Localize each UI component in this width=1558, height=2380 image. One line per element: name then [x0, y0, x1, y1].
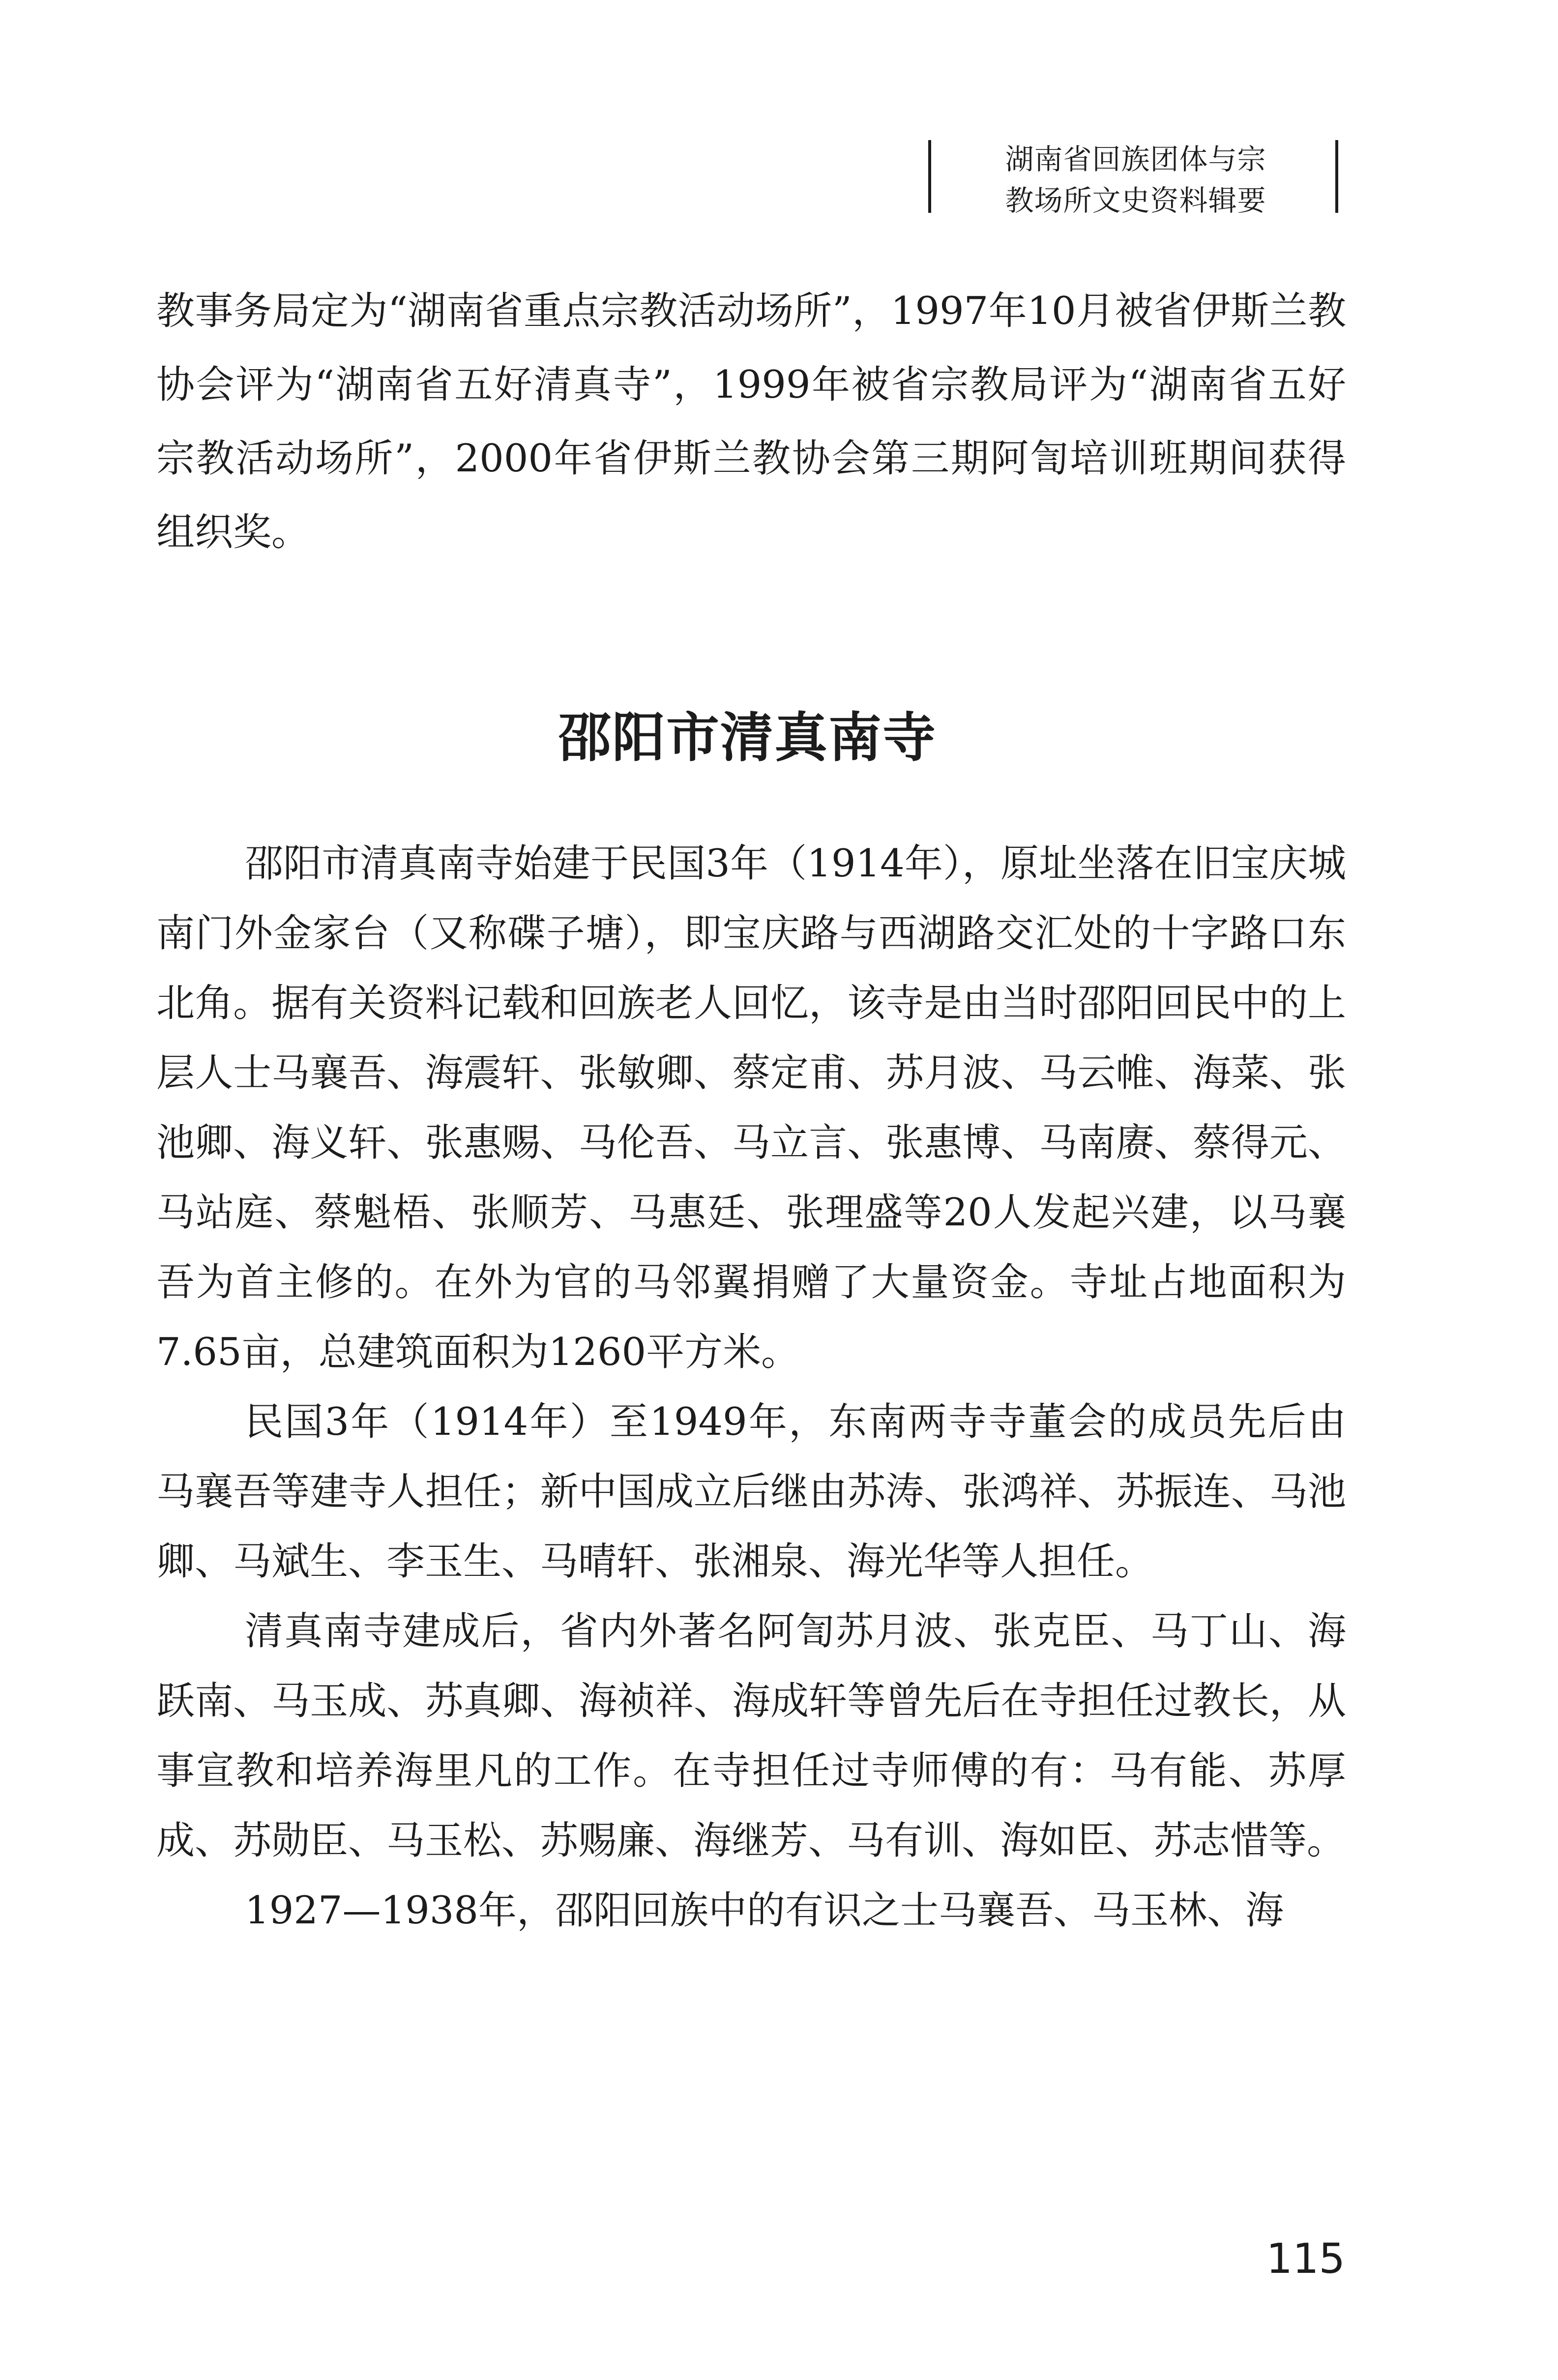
running-header — [946, 139, 1325, 221]
header-rule-left — [928, 140, 931, 213]
body-paragraph: 1927—1938年，邵阳回族中的有识之士马襄吾、马玉林、海 — [245, 1888, 1284, 1933]
running-header-line-1: 湖南省回族团体与宗 — [1005, 143, 1266, 176]
body-paragraph: 清真南寺建成后，省内外著名阿訇苏月波、张克臣、马丁山、海跃南、马玉成、苏真卿、海祯祥、海成轩等曾先后在寺担任过教长，从事宣教和培养海里凡的工作。在寺担任过寺师傅的有：马有能、苏厚成、苏勋臣、马玉松、苏赐廉、海继芳、马有训、海如臣、苏志惜等。 — [156, 1609, 1346, 1863]
continued-paragraph-block — [156, 274, 1346, 569]
continued-paragraph: 教事务局定为“湖南省重点宗教活动场所”，1997年10月被省伊斯兰教协会评为“湖南省五好清真寺”，1999年被省宗教局评为“湖南省五好宗教活动场所”，2000年省伊斯兰教协会第三期阿訇培训班期间获得组织奖。 — [156, 289, 1346, 554]
section-body — [156, 829, 1346, 1945]
header-rule-right — [1335, 140, 1338, 213]
page-number: 115 — [1266, 2235, 1345, 2283]
section-title: 邵阳市清真南寺 — [558, 707, 937, 769]
body-paragraph: 邵阳市清真南寺始建于民国3年（1914年），原址坐落在旧宝庆城南门外金家台（又称碟子塘），即宝庆路与西湖路交汇处的十字路口东北角。据有关资料记载和回族老人回忆，该寺是由当时邵阳回民中的上层人士马襄吾、海震轩、张敏卿、蔡定甫、苏月波、马云帷、海菜、张池卿、海义轩、张惠赐、马伦吾、马立言、张惠博、马南赓、蔡得元、马站庭、蔡魁梧、张顺芳、马惠廷、张理盛等20人发起兴建，以马襄吾为首主修的。在外为官的马邻翼捐赠了大量资金。寺址占地面积为7.65亩，总建筑面积为1260平方米。 — [156, 842, 1346, 1374]
running-header-line-2: 教场所文史资料辑要 — [1005, 184, 1266, 217]
body-paragraph: 民国3年（1914年）至1949年，东南两寺寺董会的成员先后由马襄吾等建寺人担任；新中国成立后继由苏涛、张鸿祥、苏振连、马池卿、马斌生、李玉生、马晴轩、张湘泉、海光华等人担任。 — [156, 1400, 1346, 1584]
